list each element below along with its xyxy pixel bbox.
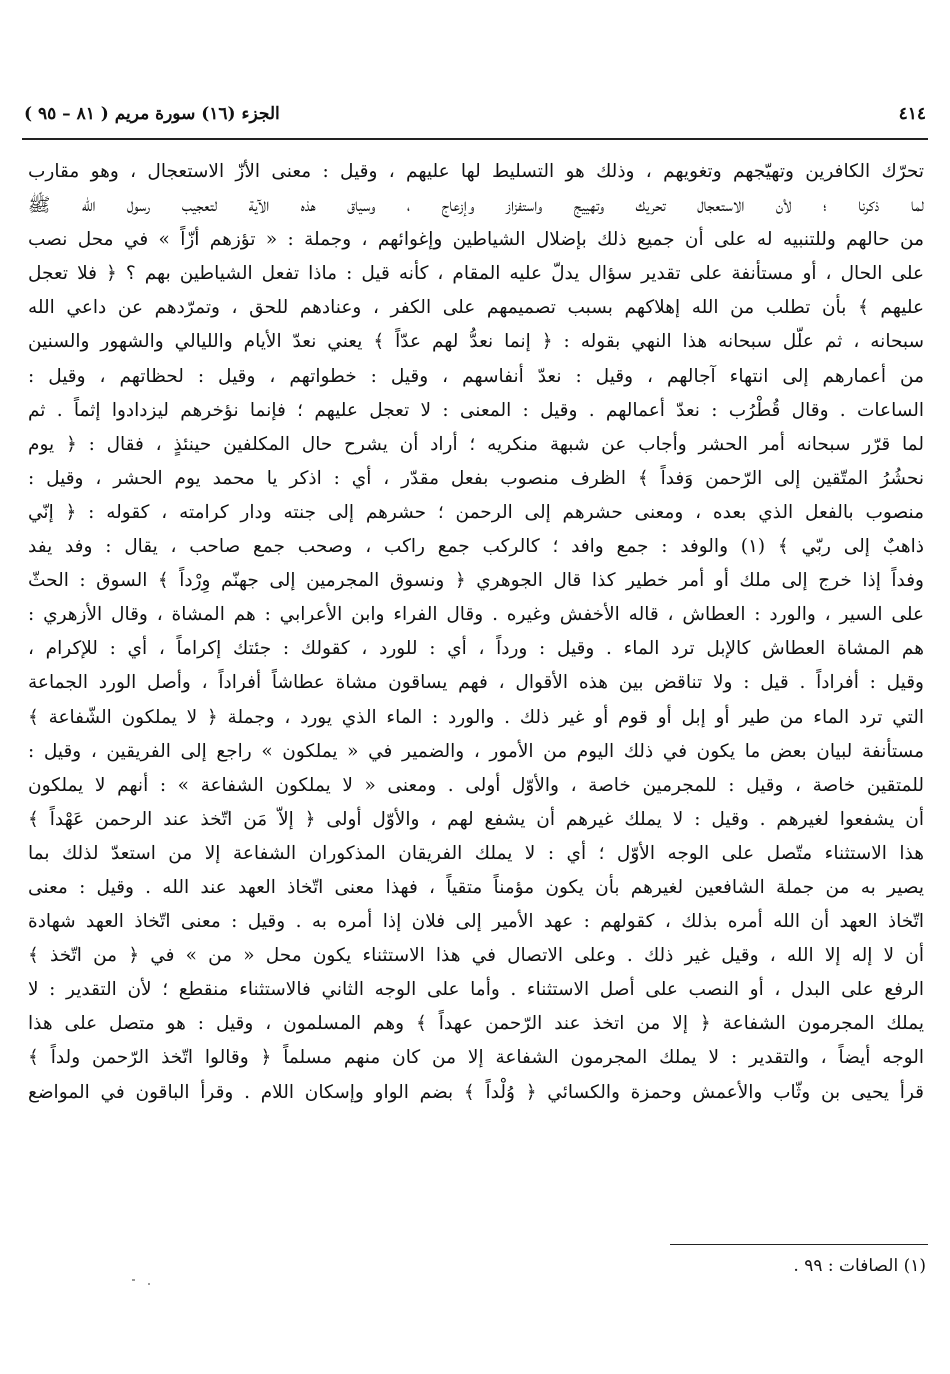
page-number: ٤١٤ <box>898 104 926 124</box>
text-line: من أعمارهم إلى انتهاء آجالهم ، وقيل : نعدّ أنفاسهم ، وقيل : خطواتهم ، وقيل : لحظاتهم ، وقيل : <box>28 365 924 387</box>
header-rule <box>22 138 928 140</box>
scan-speck <box>148 1283 150 1285</box>
text-line: وفداً إذا خرج إلى ملك أو أمر خطير كذا قال الجوهري ﴿ ونسوق المجرمين إلى جهنّم وِرْداً ﴾ السوق : الحثّ <box>28 570 924 592</box>
text-line: وقيل : أفراداً . قيل : ولا تناقض بين هذه الأقوال ، فهم يساقون مشاة عطاشاً أفراداً ، وأصل الورد الجماعة <box>28 672 924 694</box>
text-line: للمتقين خاصة ، وقيل : للمجرمين خاصة ، والأوّل أولى . ومعنى « لا يملكون الشفاعة » : أنهم لا يملكون <box>28 774 924 796</box>
page-header <box>24 104 926 132</box>
text-line: الوجه أيضاً ، والتقدير : لا يملك المجرمون الشفاعة إلا من كان منهم مسلماً ﴿ وقالوا اتّخذ الرّحمن ولداً ﴾ <box>28 1047 924 1069</box>
text-line: هم المشاة العطاش كالإبل ترد الماء . وقيل : ورداً ، أي : للورد ، كقولك : جئتك إكراماً ، أي : للإكرام ، <box>28 638 924 660</box>
text-line: سبحانه ، ثم علّل سبحانه هذا النهي بقوله : ﴿ إنما نعدُّ لهم عدّاً ﴾ يعني نعدّ الأيام والليالي والشهور والسنين <box>28 331 924 353</box>
footnote-rule <box>670 1244 928 1245</box>
text-line: ذاهبٌ إلى ربّي ﴾ (١) والوفد : جمع وافد ؛ كالركب جمع راكب ، وصحب جمع صاحب ، يقال : وفد يفد <box>28 536 924 558</box>
text-line: لما قرّر سبحانه أمر الحشر وأجاب عن شبهة منكريه ؛ أراد أن يشرح حال المكلفين حينئذٍ ، فقال : ﴿ يوم <box>28 433 924 455</box>
text-line: على الحال ، أو مستأنفة على تقدير سؤال يدلّ عليه المقام ، كأنه قيل : ماذا تفعل الشياطين بهم ؟ ﴿ فلا تعجل <box>28 263 924 285</box>
text-line: أن يشفعوا لغيرهم . وقيل : لا يملك غيرهم أن يشفع لهم ، والأوّل أولى ﴿ إلاّ مَن اتّخذ عند الرحمن عَهْداً ﴾ <box>28 808 924 830</box>
text-line: اتّخاذ العهد أن الله أمره بذلك ، كقولهم : عهد الأمير إلى فلان إذا أمره به . وقيل : معنى اتّخاذ العهد شهادة <box>28 911 924 933</box>
text-line: يملك المجرمون الشفاعة ﴿ إلا من اتخذ عند الرّحمن عهداً ﴾ وهم المسلمون ، وقيل : هو متصل على هذا <box>28 1013 924 1035</box>
scan-speck <box>132 1279 135 1281</box>
running-title: الجزء (١٦) سورة مريم ( ٨١ – ٩٥ ) <box>24 104 280 124</box>
text-line: يصير به من جملة الشافعين لغيرهم بأن يكون مؤمناً متقياً ، فهذا معنى اتّخاذ العهد عند الله . وقيل : معنى <box>28 876 924 898</box>
text-line: مستأنفة لبيان بعض ما يكون في ذلك اليوم من الأمور ، والضمير في « يملكون » راجع إلى الفريقين ، وقيل : <box>28 740 924 762</box>
text-line: التي ترد الماء من طير أو إبل أو قوم أو غير ذلك . والورد : الماء الذي يورد ، وجملة ﴿ لا يملكون الشّفاعة ﴾ <box>28 706 924 728</box>
footnote: (١) الصافات : ٩٩ . <box>793 1256 926 1276</box>
text-line: من حالهم وللتنبيه له على أن جميع ذلك بإضلال الشياطين وإغوائهم ، وجملة : « تؤزهم أزّاً » في محل نصب <box>28 229 924 251</box>
text-line: تحرّك الكافرين وتهيّجهم وتغويهم ، وذلك هو التسليط لها عليهم ، وقيل : معنى الأزّ الاستعجال ، وهو مقارب <box>28 161 924 182</box>
text-line: قرأ يحيى بن وثّاب والأعمش وحمزة والكسائي ﴿ وُلْداً ﴾ بضم الواو وإسكان اللام . وقرأ الباقون في المواضع <box>28 1081 924 1103</box>
text-line: الرفع على البدل ، أو النصب على أصل الاستثناء . وأما على الوجه الثاني فالاستثناء منقطع ؛ لأن التقدير : لا <box>28 979 924 1001</box>
text-line: هذا الاستثناء متّصل على الوجه الأوّل ؛ أي : لا يملك الفريقان المذكوران الشفاعة إلا من استعدّ لذلك بما <box>28 842 924 864</box>
body-text <box>28 155 924 1110</box>
text-line: لما ذكرنا ؛ لأن الاستعجال تحريك وتهييج واستفزاز وإزعاج ، وسياق هذه الآية لتعجيب رسول الله ﷺ <box>28 195 924 217</box>
text-line: أن لا إله إلا الله ، وقيل غير ذلك . وعلى الاتصال في هذا الاستثناء يكون محل « من » في ﴿ من اتّخذ ﴾ <box>28 945 924 967</box>
text-line: نحشُرُ المتّقين إلى الرّحمن وَفداً ﴾ الظرف منصوب بفعل مقدّر ، أي : اذكر يا محمد يوم الحشر ، وقيل : <box>28 467 924 489</box>
text-line: عليهم ﴾ بأن تطلب من الله إهلاكهم بسبب تصميمهم على الكفر ، وعنادهم للحق ، وتمرّدهم عن داعي الله <box>28 297 924 319</box>
text-line: الساعات . وقال قُطْرُب : نعدّ أعمالهم . وقيل : المعنى : لا تعجل عليهم ؛ فإنما نؤخرهم ليزدادوا إثماً . ثم <box>28 399 924 421</box>
text-line: على السير ، والورد : العطاش ، قاله الأخفش وغيره . وقال الفراء وابن الأعرابي : هم المشاة ، وقال الأزهري : <box>28 604 924 626</box>
text-line: منصوب بالفعل الذي بعده ، ومعنى حشرهم إلى الرحمن ؛ حشرهم إلى جنته ودار كرامته ، كقوله : ﴿ إنّي <box>28 501 924 523</box>
